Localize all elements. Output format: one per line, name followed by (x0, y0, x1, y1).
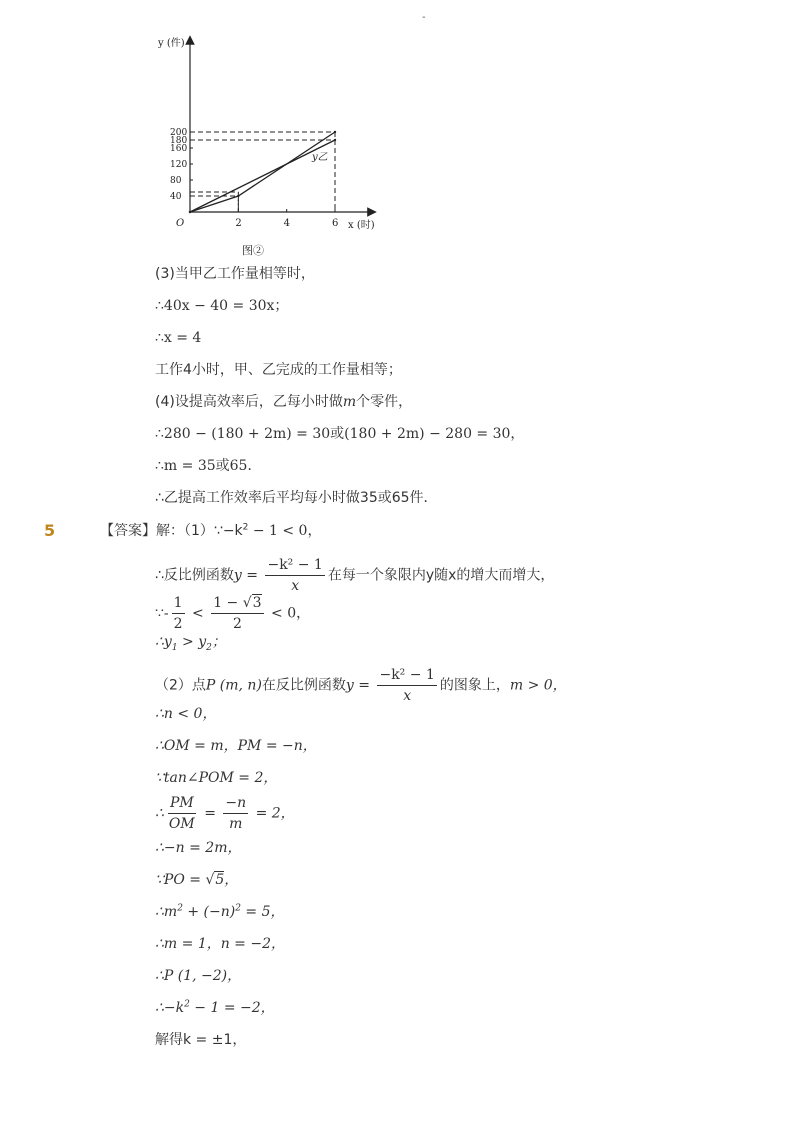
header-mark: - (422, 12, 426, 23)
math-line (155, 902, 285, 922)
sqrt-radicand: 3 (252, 595, 262, 611)
math-span: = 5， (240, 904, 285, 920)
chart-guides (190, 132, 335, 212)
math-span: y = (345, 677, 371, 694)
fraction (211, 594, 263, 633)
fraction-numerator: −k² − 1 (265, 556, 324, 576)
math-line: ∴280 − (180 + 2m) = 30或(180 + 2m) − 280 = 30， (155, 426, 525, 442)
y-tick-label: 180 (170, 136, 188, 146)
chart-ticks (170, 128, 338, 229)
math-span: ； (211, 634, 226, 650)
fraction-numerator: PM (168, 794, 196, 814)
chart-series (189, 131, 336, 213)
answer-header (100, 521, 321, 541)
fraction-denominator: x (403, 688, 412, 704)
math-span: < (192, 605, 204, 622)
fraction (167, 794, 197, 833)
fraction-numerator: 1 − √3 (211, 594, 263, 614)
text-line: ∴乙提高工作效率后平均每小时做35或65件． (155, 490, 438, 506)
math-line: ∵PO = √5， (155, 872, 239, 888)
text-line (155, 556, 554, 595)
text-span: 个零件， (356, 394, 413, 410)
math-line: ∴n < 0， (155, 706, 217, 722)
superscript: 2 (184, 999, 190, 1010)
data-point (334, 139, 336, 141)
subscript: 1 (171, 642, 178, 653)
x-tick-label: 4 (283, 218, 291, 229)
fraction-denominator: m (229, 816, 243, 832)
text-span: (4)设提高效率后，乙每小时做 (155, 394, 343, 410)
chart-caption: 图② (242, 244, 264, 257)
chart-axes (190, 40, 372, 212)
math-span: y = (233, 567, 259, 584)
math-span: − 1 = −2， (189, 1000, 275, 1016)
fraction (377, 666, 436, 705)
math-span: 1 − (213, 595, 243, 611)
y-axis-label: y (件) (158, 38, 185, 49)
math-line: ∴OM = m，PM = −n， (155, 738, 317, 754)
math-span: ， (224, 872, 239, 888)
line-chart (150, 32, 390, 262)
fraction-numerator: 1 (172, 594, 185, 614)
math-span: < 0， (271, 605, 311, 622)
superscript: 2 (177, 903, 183, 914)
math-span: P (m, n) (205, 677, 262, 694)
y-tick-label: 80 (170, 176, 182, 186)
text-span: ∴反比例函数 (155, 567, 234, 584)
math-span: − 1 < 0， (248, 523, 322, 539)
answer-label: 【答案】解：（1）∵−k (100, 523, 243, 539)
math-span: ∴−k (155, 1000, 185, 1016)
x-tick-label: 2 (235, 218, 242, 229)
math-line: ∴m = 35或65． (155, 458, 262, 474)
subscript: 2 (206, 642, 212, 653)
fraction-denominator: OM (168, 816, 195, 832)
text-line: 解得k = ±1， (155, 1032, 247, 1048)
y-tick-label: 40 (170, 192, 182, 202)
math-span: ∵- (155, 605, 169, 622)
math-line: ∴−n = 2m， (155, 840, 242, 856)
question-number: 5 (44, 521, 56, 540)
superscript: 2 (235, 903, 241, 914)
math-line: ∴P (1, −2)， (155, 968, 242, 984)
fraction (265, 556, 324, 595)
sqrt-radicand: 5 (215, 872, 225, 888)
math-span: ∴m (155, 904, 178, 920)
y-tick-label: 120 (170, 160, 188, 170)
x-axis-label: x (时) (348, 220, 375, 231)
origin-label: O (176, 218, 185, 229)
math-span: ∴y (155, 634, 172, 650)
math-line (155, 632, 226, 652)
superscript: 2 (242, 522, 249, 533)
math-var: m (342, 394, 357, 410)
fraction-denominator: x (291, 578, 300, 594)
text-span: 的图象上， (439, 677, 510, 694)
math-span: = (204, 805, 216, 822)
text-span: （2）点 (155, 677, 206, 694)
math-line (155, 794, 295, 833)
math-span: ∵PO = (155, 872, 206, 888)
text-line: 工作4小时，甲、乙完成的工作量相等； (155, 362, 402, 378)
series-label-y-yi: y乙 (312, 152, 328, 163)
math-span: = 2， (255, 805, 295, 822)
data-point (334, 131, 336, 133)
math-line: ∵tan∠POM = 2， (155, 770, 278, 786)
text-span: 在每一个象限内y随x的增大而增大， (327, 567, 555, 584)
fraction-numerator: −k² − 1 (377, 666, 436, 686)
math-span: ∴ (155, 805, 164, 822)
math-line (155, 998, 275, 1018)
text-line: (3)当甲乙工作量相等时， (155, 266, 315, 282)
text-line (155, 392, 412, 412)
fraction-numerator: −n (223, 794, 248, 814)
text-span: 在反比例函数 (261, 677, 346, 694)
text-line (155, 666, 567, 705)
series-line-jia (190, 132, 335, 212)
data-point (189, 211, 191, 213)
y-tick-label: 200 (170, 128, 188, 138)
data-point (237, 195, 239, 197)
math-line: ∴x = 4 (155, 330, 202, 346)
x-tick-label: 6 (332, 218, 339, 229)
math-line: ∴m = 1，n = −2， (155, 936, 286, 952)
math-line (155, 594, 310, 633)
fraction-denominator: 2 (173, 616, 183, 632)
math-line: ∴40x − 40 = 30x； (155, 298, 289, 314)
series-line-yi (190, 140, 335, 212)
fraction (223, 794, 248, 833)
y-tick-label: 160 (170, 144, 188, 154)
math-span: + (−n) (182, 904, 236, 920)
math-span: m > 0， (509, 677, 567, 694)
fraction-denominator: 2 (232, 616, 242, 632)
math-span: > y (177, 634, 207, 650)
fraction (172, 594, 185, 633)
